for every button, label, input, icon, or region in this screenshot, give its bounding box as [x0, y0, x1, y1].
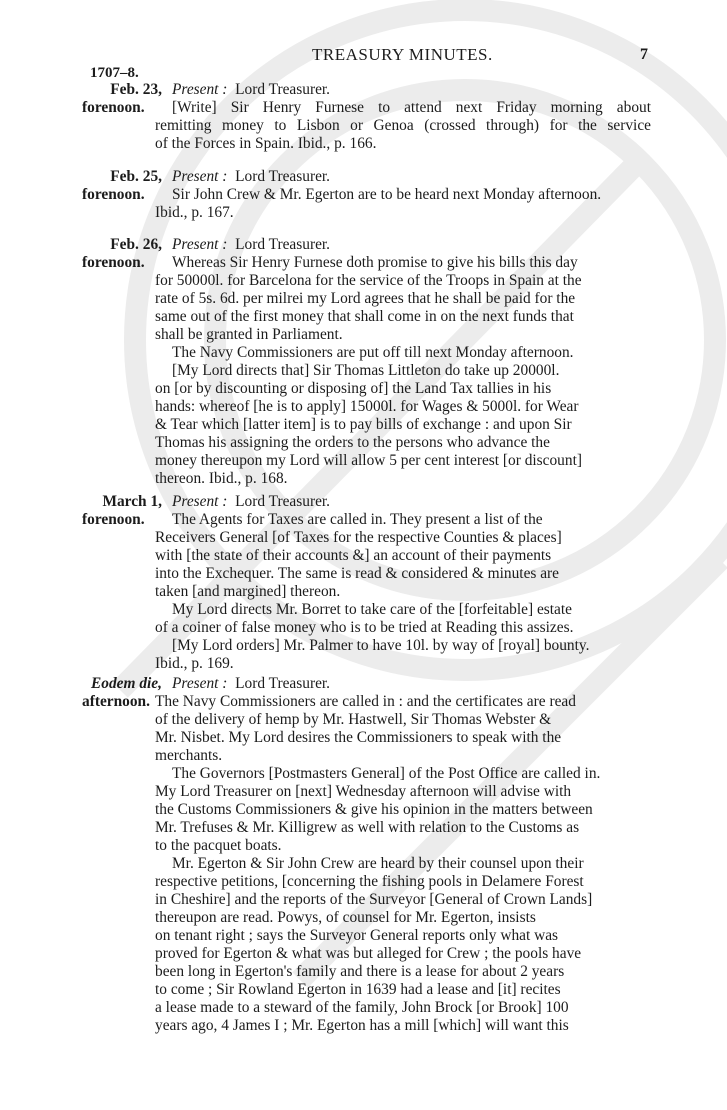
present-line — [155, 493, 651, 511]
text-line: remitting money to Lisbon or Genoa (crossed through) for the service — [155, 117, 651, 134]
text-line: of a coiner of false money who is to be tried at Reading this assizes. — [155, 619, 574, 636]
text-line: in Cheshire] and the reports of the Surveyor [General of Crown Lands] — [155, 891, 593, 908]
text-line: merchants. — [155, 747, 223, 764]
text-line: on [or by discounting or disposing of] the Land Tax tallies in his — [155, 380, 552, 397]
entry-text — [155, 168, 651, 222]
text-line: of the Forces in Spain. Ibid., p. 166. — [155, 135, 377, 152]
page-number: 7 — [640, 46, 648, 63]
text-line: shall be granted in Parliament. — [155, 326, 343, 343]
entry-date: Feb. 25, — [110, 168, 162, 185]
text-line: The Navy Commissioners are called in : and the certificates are read — [155, 693, 576, 710]
text-line: for 50000l. for Barcelona for the service of the Troops in Spain at the — [155, 272, 582, 289]
text-line: a lease made to a steward of the family, John Brock [or Brook] 100 — [155, 999, 569, 1016]
entry-date-margin — [82, 493, 162, 529]
text-line: been long in Egerton's family and there is a lease for about 2 years — [155, 963, 565, 980]
present-label: Present : — [172, 236, 228, 253]
text-line: money thereupon my Lord will allow 5 per cent interest [or discount] — [155, 452, 582, 469]
text-line: to come ; Sir Rowland Egerton in 1639 had a lease and [it] recites — [155, 981, 561, 998]
text-line: thereupon are read. Powys, of counsel for Mr. Egerton, insists — [155, 909, 536, 926]
text-line: rate of 5s. 6d. per milrei my Lord agrees that he shall be paid for the — [155, 290, 576, 307]
text-line: [My Lord orders] Mr. Palmer to have 10l. by way of [royal] bounty. — [172, 637, 590, 654]
entry-text — [155, 236, 651, 488]
present-name: Lord Treasurer. — [235, 168, 331, 185]
text-line: Mr. Egerton & Sir John Crew are heard by their counsel upon their — [172, 855, 584, 872]
text-line: into the Exchequer. The same is read & considered & minutes are — [155, 565, 560, 582]
entry-text — [155, 675, 651, 1035]
text-line: with [the state of their accounts &] an account of their payments — [155, 547, 552, 564]
entry-text — [155, 81, 651, 153]
entry-date: March 1, — [102, 493, 162, 510]
present-name: Lord Treasurer. — [235, 236, 331, 253]
text-line: Mr. Nisbet. My Lord desires the Commissioners to speak with the — [155, 729, 562, 746]
year-label: 1707–8. — [90, 65, 139, 81]
present-name: Lord Treasurer. — [235, 493, 331, 510]
entry-date-margin — [82, 81, 162, 117]
text-line: [My Lord directs that] Sir Thomas Littleton do take up 20000l. — [172, 362, 560, 379]
entry-time: forenoon. — [82, 511, 145, 528]
entry-date: Feb. 23, — [110, 81, 162, 98]
text-line: hands: whereof [he is to apply] 15000l. for Wages & 5000l. for Wear — [155, 398, 579, 415]
present-line — [155, 236, 651, 254]
entry-time: afternoon. — [82, 693, 150, 710]
text-line: My Lord directs Mr. Borret to take care of the [forfeitable] estate — [172, 601, 572, 618]
present-label: Present : — [172, 168, 228, 185]
text-line: The Agents for Taxes are called in. They present a list of the — [172, 511, 543, 528]
entry-time: forenoon. — [82, 254, 145, 271]
text-line: years ago, 4 James I ; Mr. Egerton has a mill [which] will want this — [155, 1017, 569, 1034]
text-line: Mr. Trefuses & Mr. Killigrew as well with relation to the Customs as — [155, 819, 580, 836]
present-line — [155, 675, 651, 693]
entry-date-margin — [82, 675, 162, 711]
present-line — [155, 168, 651, 186]
text-line: & Tear which [latter item] is to pay bills of exchange : and upon Sir — [155, 416, 572, 433]
present-name: Lord Treasurer. — [235, 81, 331, 98]
present-label: Present : — [172, 493, 228, 510]
text-line: Receivers General [of Taxes for the respective Counties & places] — [155, 529, 562, 546]
text-line: to the pacquet boats. — [155, 837, 282, 854]
text-line: respective petitions, [concerning the fishing pools in Delamere Forest — [155, 873, 584, 890]
text-line: thereon. Ibid., p. 168. — [155, 470, 288, 487]
entry-time: forenoon. — [82, 186, 145, 203]
text-line: Sir John Crew & Mr. Egerton are to be heard next Monday afternoon. — [172, 186, 602, 203]
text-line: Ibid., p. 169. — [155, 655, 234, 672]
present-label: Present : — [172, 675, 228, 692]
present-line — [155, 81, 651, 99]
text-line: of the delivery of hemp by Mr. Hastwell, Sir Thomas Webster & — [155, 711, 552, 728]
text-line: on tenant right ; says the Surveyor General reports only what was — [155, 927, 559, 944]
entry-date-margin — [82, 236, 162, 272]
text-line: the Customs Commissioners & give his opinion in the matters between — [155, 801, 593, 818]
entry-text — [155, 493, 651, 673]
text-line: My Lord Treasurer on [next] Wednesday afternoon will advise with — [155, 783, 572, 800]
text-line: same out of the first money that shall come in on the next funds that — [155, 308, 574, 325]
text-line: The Governors [Postmasters General] of the Post Office are called in. — [172, 765, 601, 782]
entry-date: Feb. 26, — [110, 236, 162, 253]
page-title: TREASURY MINUTES. — [312, 45, 493, 64]
present-label: Present : — [172, 81, 228, 98]
entry-date: Eodem die, — [91, 675, 162, 692]
text-line: Ibid., p. 167. — [155, 204, 234, 221]
text-line: The Navy Commissioners are put off till next Monday afternoon. — [172, 344, 574, 361]
entry-date-margin — [82, 168, 162, 204]
present-name: Lord Treasurer. — [235, 675, 331, 692]
text-line: Thomas his assigning the orders to the persons who advance the — [155, 434, 550, 451]
text-line: [Write] Sir Henry Furnese to attend next Friday morning about — [172, 99, 651, 116]
text-line: proved for Egerton & what was but alleged for Crew ; the pools have — [155, 945, 582, 962]
text-line: taken [and margined] thereon. — [155, 583, 341, 600]
text-line: Whereas Sir Henry Furnese doth promise to give his bills this day — [172, 254, 578, 271]
entry-time: forenoon. — [82, 99, 145, 116]
